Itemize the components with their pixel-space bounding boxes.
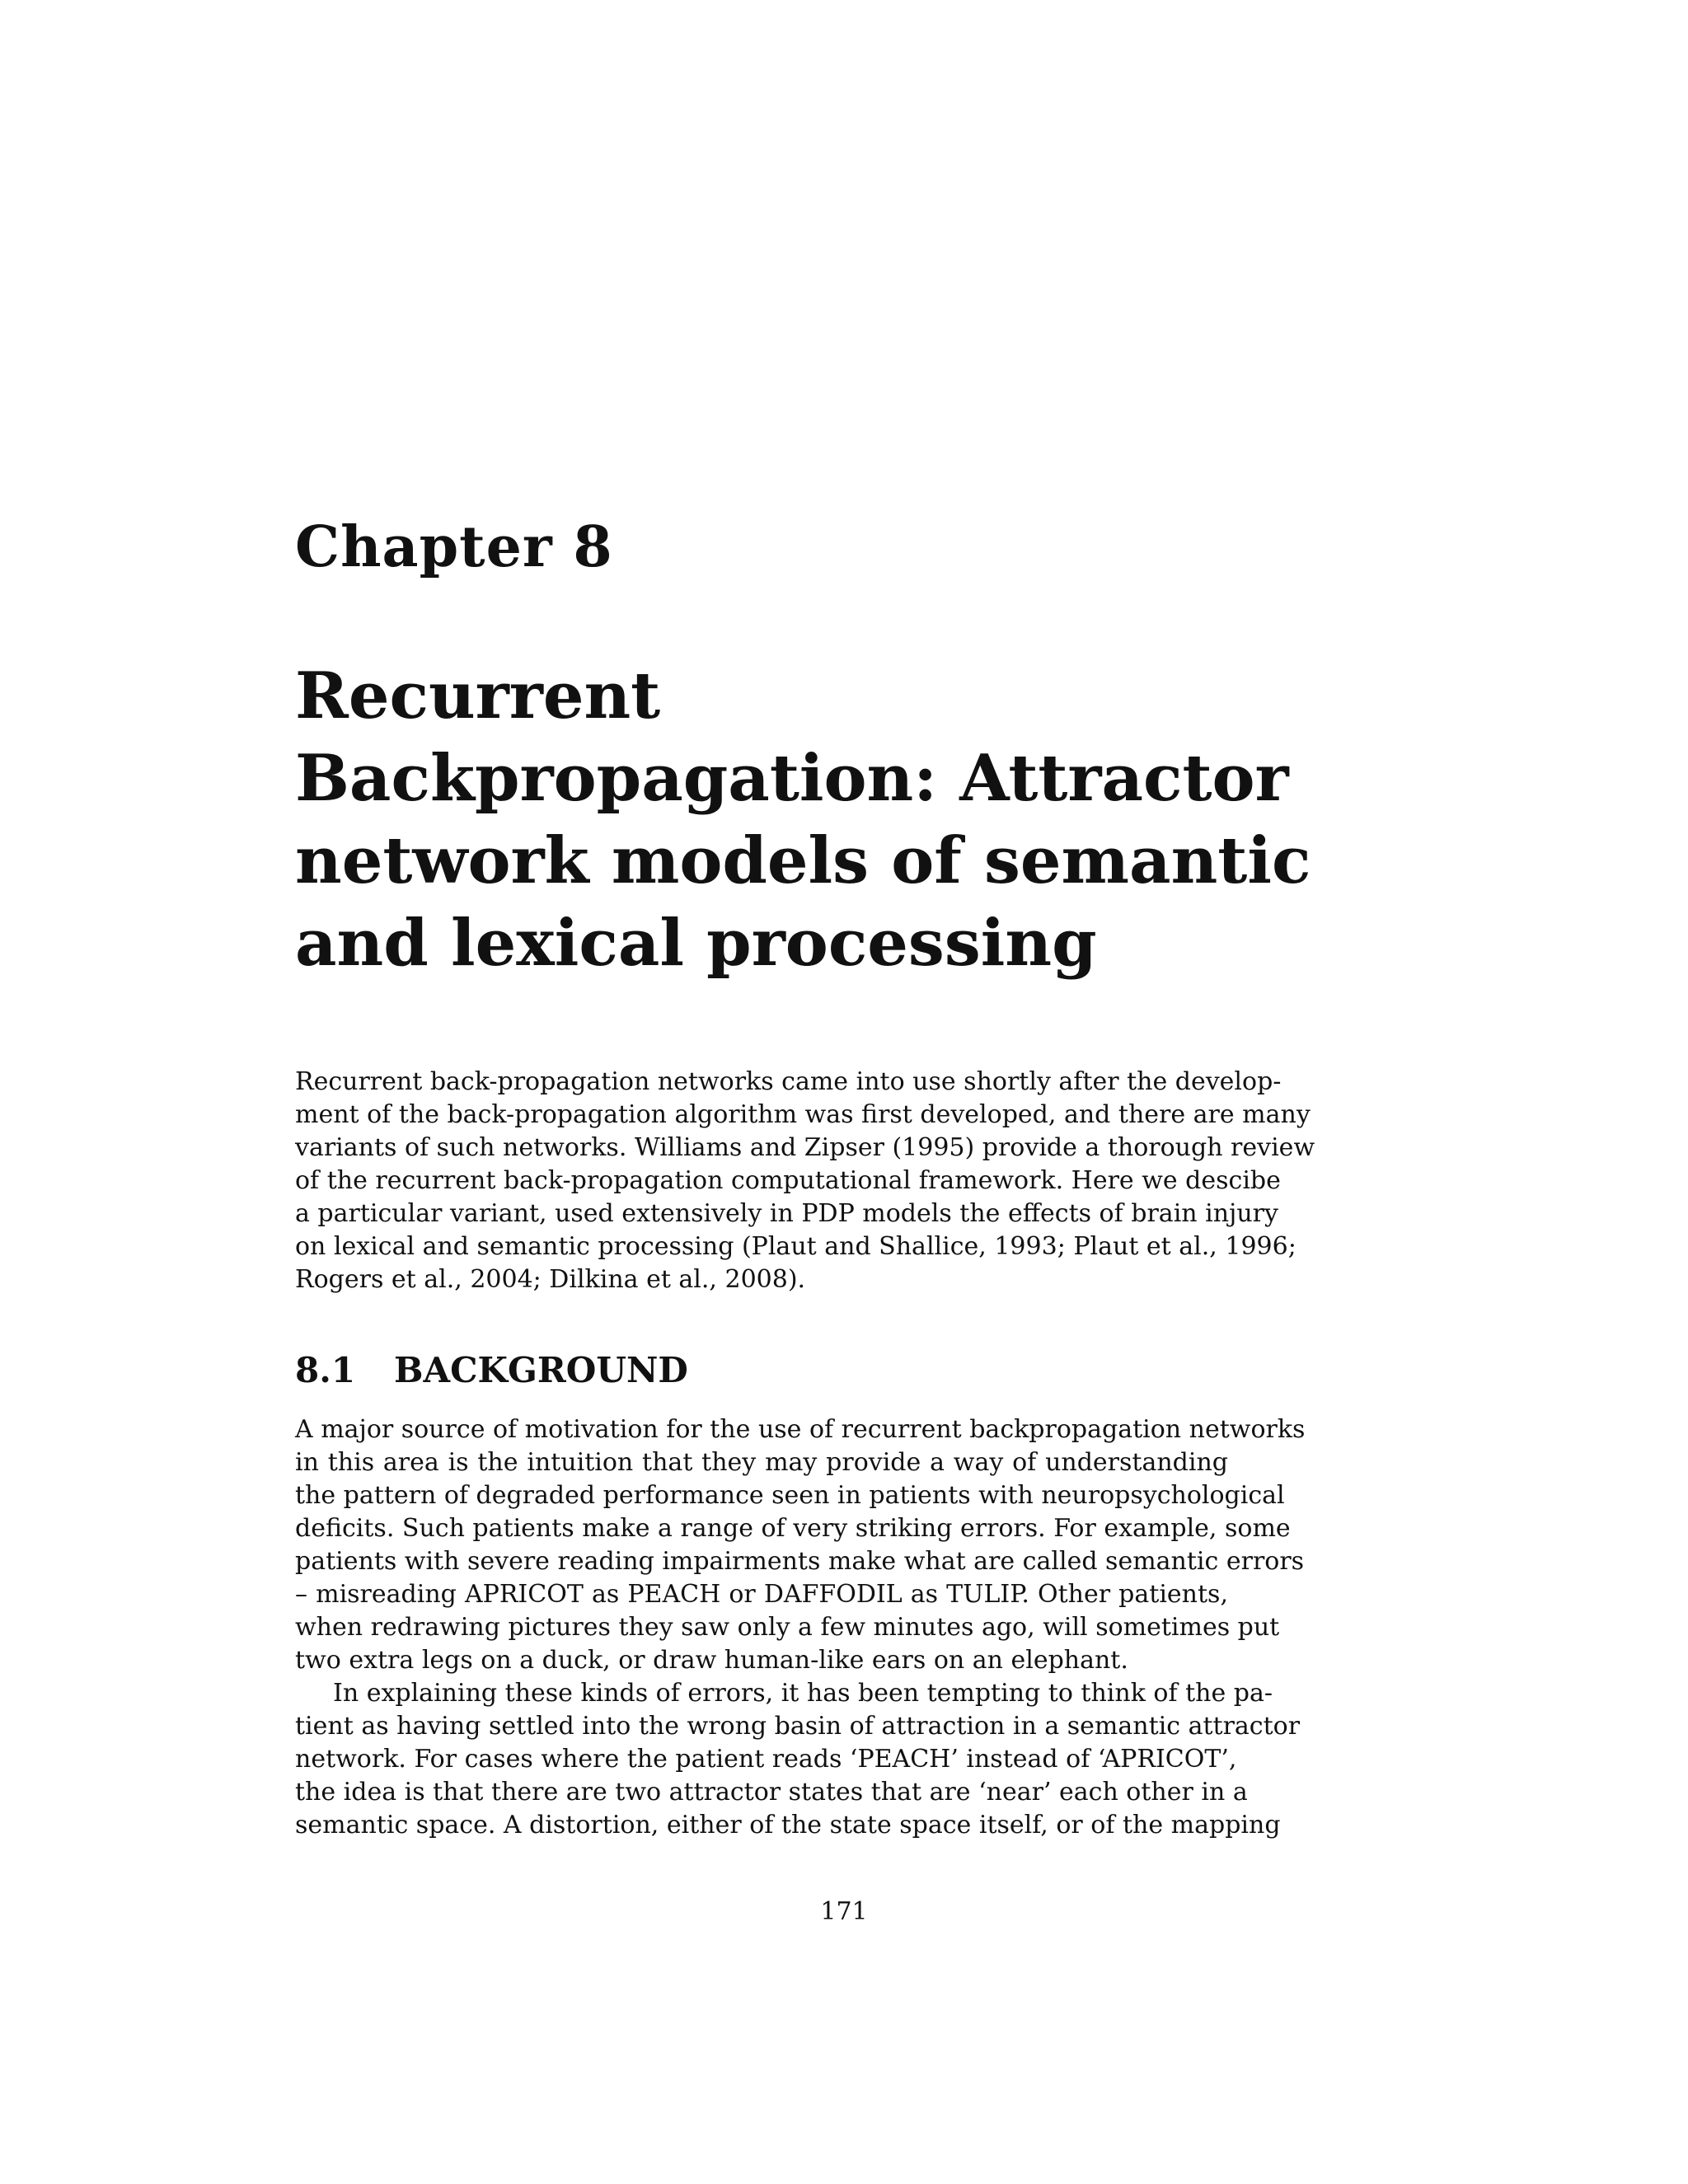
intro-line: ment of the back-propagation algorithm was first developed, and there are many [295,1100,1311,1129]
chapter-title-line: Backpropagation: Attractor [295,741,1289,816]
body-line: patients with severe reading impairments make what are called semantic errors [295,1547,1305,1576]
section-heading [295,1350,688,1390]
body-line: deficits. Such patients make a range of very striking errors. For example, some [295,1514,1291,1543]
body-line: two extra legs on a duck, or draw human-like ears on an elephant. [295,1646,1128,1675]
intro-line: variants of such networks. Williams and Zipser (1995) provide a thorough review [295,1133,1315,1162]
body-line: the pattern of degraded performance seen in patients with neuropsychological [295,1481,1285,1510]
body-line: semantic space. A distortion, either of the state space itself, or of the mapping [295,1811,1281,1840]
body-line: – misreading APRICOT as PEACH or DAFFODIL as TULIP. Other patients, [295,1580,1228,1609]
body-line: tient as having settled into the wrong basin of attraction in a semantic attractor [295,1712,1301,1741]
intro-line: Rogers et al., 2004; Dilkina et al., 2008). [295,1265,806,1294]
background-paragraph-2 [295,1677,1301,1842]
chapter-title-line: and lexical processing [295,906,1097,981]
body-line: the idea is that there are two attractor states that are ‘near’ each other in a [295,1778,1248,1807]
section-title: BACKGROUND [394,1350,688,1390]
section-number: 8.1 [295,1350,356,1390]
body-line: In explaining these kinds of errors, it has been tempting to think of the pa- [333,1679,1273,1708]
intro-line: of the recurrent back-propagation computational framework. Here we descibe [295,1166,1281,1195]
body-line: network. For cases where the patient reads ‘PEACH’ instead of ‘APRICOT’, [295,1745,1237,1774]
intro-line: a particular variant, used extensively in PDP models the effects of brain injury [295,1199,1278,1228]
body-line: A major source of motivation for the use of recurrent backpropagation networks [295,1415,1306,1444]
body-line: when redrawing pictures they saw only a few minutes ago, will sometimes put [295,1613,1280,1642]
chapter-title-line: Recurrent [295,658,661,733]
intro-line: Recurrent back-propagation networks came into use shortly after the develop- [295,1067,1282,1096]
chapter-label: Chapter 8 [295,514,613,580]
intro-line: on lexical and semantic processing (Plaut and Shallice, 1993; Plaut et al., 1996; [295,1232,1296,1261]
background-paragraph-1 [295,1413,1306,1677]
chapter-title-line: network models of semantic [295,823,1311,898]
page-number: 171 [820,1897,868,1926]
intro-paragraph [295,1066,1315,1296]
body-line: in this area is the intuition that they may provide a way of understanding [295,1448,1228,1477]
chapter-title [295,655,1311,985]
